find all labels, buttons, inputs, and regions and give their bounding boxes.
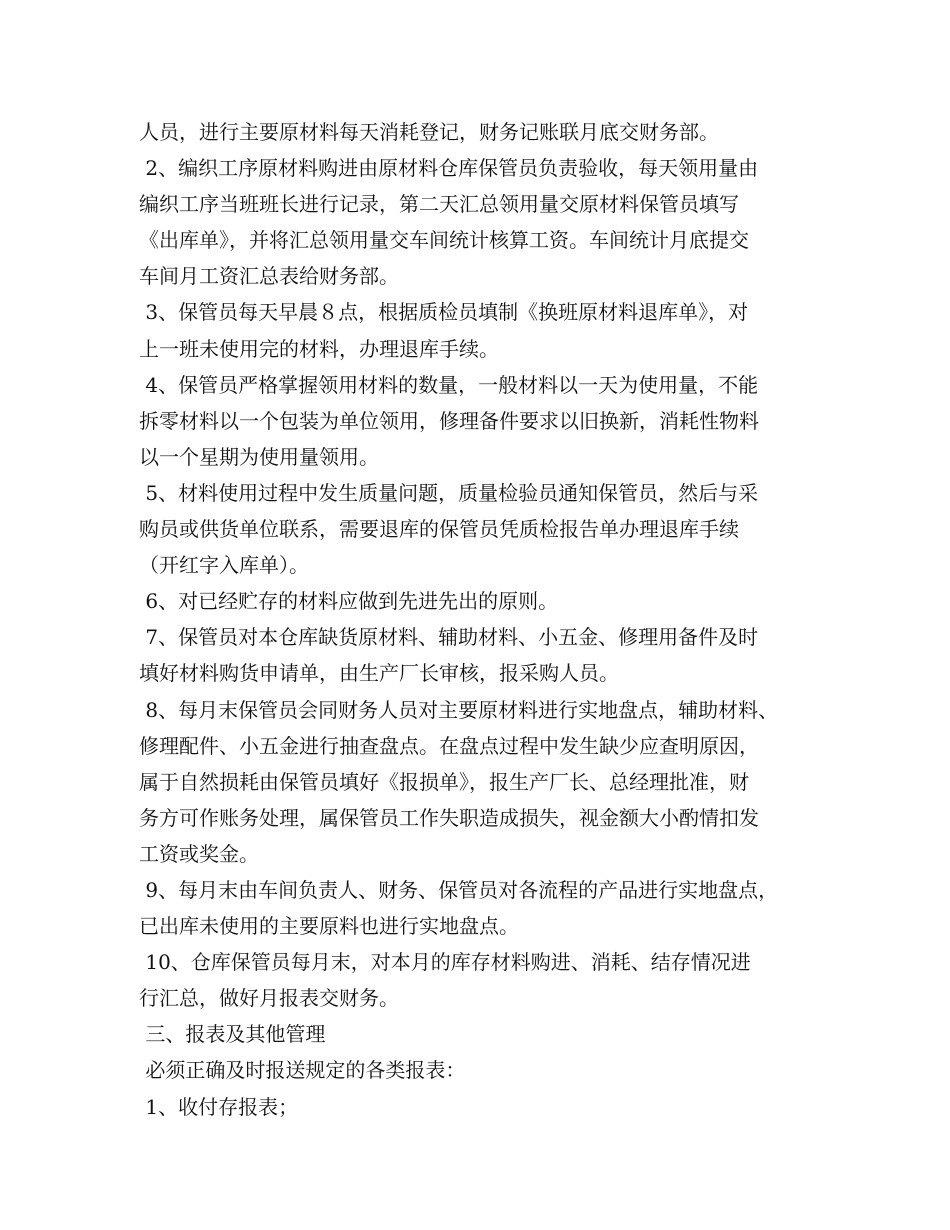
document-body [139,114,839,1125]
text-line: 6、对已经贮存的材料应做到先进先出的原则。 [139,589,559,614]
text-line: 9、每月末由车间负责人、财务、保管员对各流程的产品进行实地盘点， [139,877,779,902]
text-line: 人员，进行主要原材料每天消耗登记，财务记账联月底交财务部。 [139,120,719,144]
text-line: 必须正确及时报送规定的各类报表： [139,1058,466,1083]
text-line: 1、收付存报表； [139,1094,299,1119]
text-line: 3、保管员每天早晨８点，根据质检员填制《换班原材料退库单》，对 [139,300,749,325]
text-line: 车间月工资汇总表给财务部。 [139,264,399,289]
text-line: 填好材料购货申请单，由生产厂长审核，报采购人员。 [139,661,619,686]
text-line: 工资或奖金。 [139,841,259,866]
text-line: 8、每月末保管员会同财务人员对主要原材料进行实地盘点，辅助材料、 [139,697,779,722]
text-line: 4、保管员严格掌握领用材料的数量，一般材料以一天为使用量，不能 [139,372,759,397]
text-line: 修理配件、小五金进行抽查盘点。在盘点过程中发生缺少应查明原因， [139,733,759,758]
text-line: 购员或供货单位联系，需要退库的保管员凭质检报告单办理退库手续 [139,517,739,542]
text-line: 行汇总，做好月报表交财务。 [139,986,399,1011]
text-line: 属于自然损耗由保管员填好《报损单》，报生产厂长、总经理批准，财 [139,769,749,794]
text-line: （开红字入库单）。 [139,553,309,578]
text-line: 上一班未使用完的材料，办理退库手续。 [139,336,499,361]
section-heading: 三、报表及其他管理 [139,1022,326,1047]
text-line: 务方可作账务处理，属保管员工作失职造成损失，视金额大小酌情扣发 [139,805,759,830]
text-line: 拆零材料以一个包装为单位领用，修理备件要求以旧换新，消耗性物料 [139,408,759,433]
text-line: 以一个星期为使用量领用。 [139,444,379,469]
text-line: 编织工序当班班长进行记录，第二天汇总领用量交原材料保管员填写 [139,192,739,217]
text-line: 2、编织工序原材料购进由原材料仓库保管员负责验收，每天领用量由 [139,156,759,181]
text-line: 10、仓库保管员每月末，对本月的库存材料购进、消耗、结存情况进 [139,950,751,975]
text-line: 《出库单》，并将汇总领用量交车间统计核算工资。车间统计月底提交 [139,228,749,253]
text-line: 5、材料使用过程中发生质量问题，质量检验员通知保管员，然后与采 [139,480,759,505]
text-line: 7、保管员对本仓库缺货原材料、辅助材料、小五金、修理用备件及时 [139,625,759,650]
text-line: 已出库未使用的主要原料也进行实地盘点。 [139,914,519,939]
